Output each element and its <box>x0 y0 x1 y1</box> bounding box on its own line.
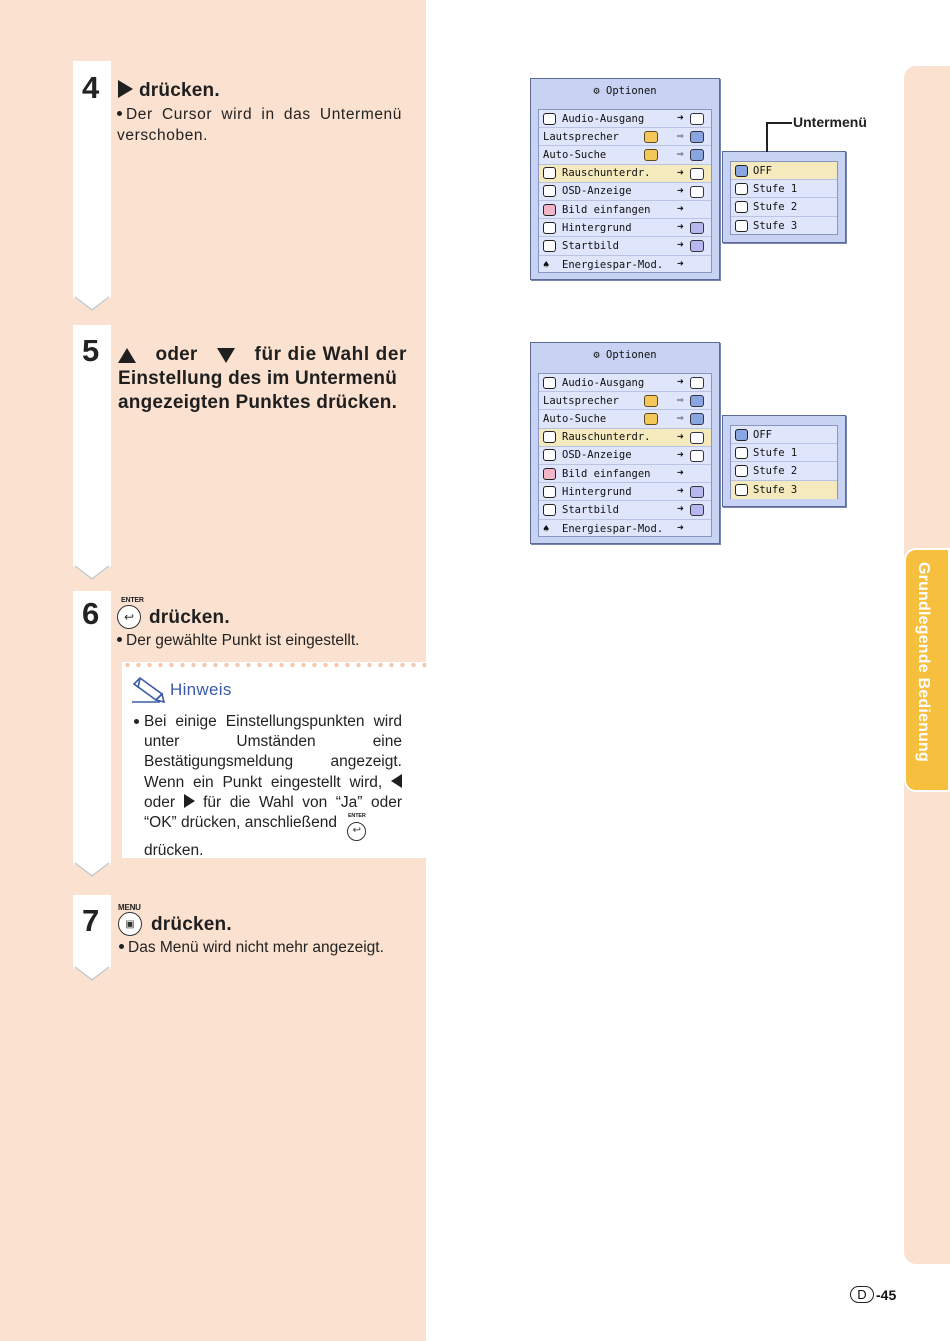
bullet-text: Der Cursor wird in das Untermenü verschoben. <box>117 106 402 144</box>
submenu-item-label: OFF <box>753 164 772 177</box>
osd-list <box>538 109 712 273</box>
startup-icon <box>543 504 556 516</box>
background-icon <box>543 222 556 234</box>
level-value-icon <box>690 432 704 444</box>
callout-label: Untermenü <box>793 114 867 130</box>
osd-item-label: Lautsprecher <box>543 130 619 143</box>
arrow-right-icon: ➜ <box>677 256 684 270</box>
osd-item-selected <box>539 165 711 183</box>
submenu-item-label: Stufe 3 <box>753 219 798 232</box>
auto-icon <box>735 183 748 195</box>
step-title-rest: für die Wahl der <box>254 344 407 365</box>
capture-icon <box>543 468 556 480</box>
arrow-right-icon: ➜ <box>677 165 684 179</box>
off-icon <box>735 429 748 441</box>
button-caption: MENU <box>118 903 141 912</box>
note-text-part4: drücken. <box>144 841 204 859</box>
button-caption: ENTER <box>347 813 366 820</box>
note-text <box>144 712 402 861</box>
enter-button-graphic <box>347 813 366 841</box>
submenu-list <box>730 161 838 235</box>
setting-icon <box>644 149 658 161</box>
osd-item-label: Hintergrund <box>562 485 632 498</box>
menu-icon: ▣ <box>118 912 142 936</box>
submenu-item-label: OFF <box>753 428 772 441</box>
osd-value-icon <box>690 186 704 198</box>
submenu <box>722 415 846 507</box>
arrow-down-icon <box>217 348 235 363</box>
step-title <box>118 343 408 415</box>
step-number: 4 <box>82 70 100 105</box>
step-bullet <box>117 104 402 146</box>
submenu-item-selected <box>731 162 837 180</box>
osd-item-label: Auto-Suche <box>543 148 607 161</box>
osd-item <box>539 237 711 255</box>
osd-item-label: OSD-Anzeige <box>562 185 632 198</box>
enter-button-graphic <box>117 597 144 629</box>
osd-title: ⚙ Optionen <box>593 85 657 97</box>
osd-menu <box>530 78 720 280</box>
osd-menu <box>530 342 720 544</box>
submenu-item <box>731 217 837 235</box>
osd-item <box>539 256 711 274</box>
osd-item-label: Startbild <box>562 503 619 516</box>
arrow-right-icon: ➜ <box>677 465 684 479</box>
arrow-right-icon: ➜ <box>677 111 684 124</box>
osd-item <box>539 520 711 538</box>
osd-title-text: Optionen <box>606 349 657 361</box>
setting-value-icon <box>690 395 704 407</box>
osd-item-label: Auto-Suche <box>543 412 607 425</box>
startup-value-icon <box>690 504 704 516</box>
bullet-icon <box>134 719 139 724</box>
enter-icon: ↩ <box>117 605 141 629</box>
pencil-icon <box>130 676 166 704</box>
enter-icon: ↩ <box>347 822 366 841</box>
arrow-right-icon: ➜ <box>677 447 684 461</box>
step-title-line3: angezeigten Punktes drücken. <box>118 392 398 413</box>
arrow-right-icon: ➜ <box>677 201 684 215</box>
submenu-item-label: Stufe 2 <box>753 464 798 477</box>
step-number: 7 <box>82 903 100 938</box>
arrow-right-icon: ➜ <box>677 183 684 197</box>
note-heading-text: Hinweis <box>170 680 232 699</box>
arrow-right-icon: ➜ <box>677 520 684 534</box>
osd-item <box>539 447 711 465</box>
submenu <box>722 151 846 243</box>
osd-item <box>539 128 711 146</box>
arrow-right-icon: ➜ <box>677 220 684 234</box>
arrow-right-icon: ➜ <box>677 238 684 252</box>
bullet-text: Der gewählte Punkt ist eingestellt. <box>126 632 360 649</box>
level-3-icon <box>735 484 748 496</box>
page-number-text: -45 <box>876 1286 897 1303</box>
step-title <box>118 80 220 102</box>
osd-item-label: Energiespar-Mod. <box>562 258 664 271</box>
setting-value-icon <box>690 413 704 425</box>
step-bullet <box>117 630 359 651</box>
auto-icon <box>735 447 748 459</box>
note-heading <box>130 676 232 704</box>
submenu-item-label: Stufe 2 <box>753 200 798 213</box>
bar-tip-icon <box>73 859 111 877</box>
osd-item <box>539 410 711 428</box>
osd-value-icon <box>690 450 704 462</box>
osd-item <box>539 110 711 128</box>
note-text-part1: Bei einige Einstellungspunkten wird unter Umständen eine Bestätigungsmeldung angezeigt. Wenn ein Punkt eingestellt wird, <box>144 713 402 791</box>
osd-item-label: Audio-Ausgang <box>562 112 645 125</box>
setting-value-icon <box>690 149 704 161</box>
background-icon <box>543 486 556 498</box>
osd-item <box>539 146 711 164</box>
osd-item-label: Rauschunterdr. <box>562 167 651 180</box>
button-caption: ENTER <box>121 597 144 604</box>
osd-item-label: Rauschunterdr. <box>562 431 651 444</box>
arrow-right-icon: ⇨ <box>677 147 684 161</box>
osd-item-label: Hintergrund <box>562 221 632 234</box>
submenu-item <box>731 180 837 198</box>
step-number: 6 <box>82 596 100 631</box>
osd-title-text: Optionen <box>606 85 657 97</box>
osd-item <box>539 201 711 219</box>
arrow-right-icon <box>118 80 133 98</box>
noise-icon <box>543 167 556 179</box>
osd-item-label: Bild einfangen <box>562 467 651 480</box>
arrow-left-icon <box>391 774 402 788</box>
submenu-item-label: Stufe 3 <box>753 483 798 496</box>
osd-item-label: Audio-Ausgang <box>562 376 645 389</box>
speaker-value-icon <box>690 377 704 389</box>
osd-item <box>539 183 711 201</box>
note-text-part3: für die Wahl von “Ja” oder “OK” drücken, anschließend <box>144 793 403 832</box>
leaf-icon: ♠ <box>543 522 550 535</box>
off-icon <box>735 165 748 177</box>
osd-item <box>539 219 711 237</box>
setting-icon <box>644 131 658 143</box>
speaker-value-icon <box>690 113 704 125</box>
arrow-right-icon: ⇨ <box>677 411 684 425</box>
leaf-icon: ♠ <box>543 258 550 271</box>
setting-value-icon <box>690 131 704 143</box>
osd-item <box>539 392 711 410</box>
menu-button-graphic <box>118 904 142 936</box>
speaker-icon <box>543 113 556 125</box>
note-box <box>122 662 426 858</box>
submenu-item <box>731 444 837 462</box>
submenu-item-label: Stufe 1 <box>753 182 798 195</box>
osd-item <box>539 465 711 483</box>
bar-tip-icon <box>73 293 111 311</box>
arrow-right-icon: ➜ <box>677 502 684 516</box>
callout-line <box>766 122 768 152</box>
bar-tip-icon <box>73 963 111 981</box>
submenu-item-label: Stufe 1 <box>753 446 798 459</box>
startup-icon <box>543 240 556 252</box>
note-text-part2: oder <box>144 793 176 811</box>
arrow-right-icon: ➜ <box>677 429 684 443</box>
osd-item <box>539 483 711 501</box>
bar-tip-icon <box>73 562 111 580</box>
bullet-icon <box>117 111 122 116</box>
setting-icon <box>644 413 658 425</box>
arrow-right-icon: ⇨ <box>677 129 684 143</box>
arrow-up-icon <box>118 348 136 363</box>
osd-title: ⚙ Optionen <box>593 349 657 361</box>
level-3-icon <box>735 220 748 232</box>
background-value-icon <box>690 222 704 234</box>
language-badge: D <box>850 1286 874 1303</box>
noise-icon <box>543 431 556 443</box>
side-tab-label: Grundlegende Bedienung <box>915 562 932 762</box>
submenu-list <box>730 425 838 499</box>
level-value-icon <box>690 168 704 180</box>
callout-line <box>766 122 792 124</box>
submenu-item <box>731 426 837 444</box>
osd-item-label: OSD-Anzeige <box>562 449 632 462</box>
step-title: drücken. <box>151 914 232 935</box>
step-title-text: drücken. <box>139 80 220 101</box>
arrow-right-icon: ➜ <box>677 375 684 388</box>
bullet-icon <box>119 944 124 949</box>
osd-item-label: Lautsprecher <box>543 394 619 407</box>
step-title-line2: Einstellung des im Untermenü <box>118 368 398 389</box>
setting-icon <box>644 395 658 407</box>
arrow-right-icon <box>184 794 195 808</box>
osd-icon <box>543 449 556 461</box>
level-2-icon <box>735 465 748 477</box>
dotted-border <box>122 662 426 668</box>
submenu-item-selected <box>731 481 837 499</box>
level-2-icon <box>735 201 748 213</box>
capture-icon <box>543 204 556 216</box>
submenu-item <box>731 462 837 480</box>
page-number <box>850 1286 896 1303</box>
arrow-right-icon: ➜ <box>677 484 684 498</box>
arrow-right-icon: ⇨ <box>677 393 684 407</box>
osd-item-label: Startbild <box>562 239 619 252</box>
bullet-text: Das Menü wird nicht mehr angezeigt. <box>128 939 384 956</box>
osd-item-label: Energiespar-Mod. <box>562 522 664 535</box>
osd-item-selected <box>539 429 711 447</box>
step-number: 5 <box>82 333 100 368</box>
submenu-item <box>731 198 837 216</box>
step-title: drücken. <box>149 607 230 628</box>
startup-value-icon <box>690 240 704 252</box>
bullet-icon <box>117 637 122 642</box>
step-title-or: oder <box>155 344 198 365</box>
osd-list <box>538 373 712 537</box>
osd-item <box>539 374 711 392</box>
speaker-icon <box>543 377 556 389</box>
step-bullet <box>119 937 384 958</box>
osd-icon <box>543 185 556 197</box>
background-value-icon <box>690 486 704 498</box>
osd-item-label: Bild einfangen <box>562 203 651 216</box>
osd-item <box>539 501 711 519</box>
